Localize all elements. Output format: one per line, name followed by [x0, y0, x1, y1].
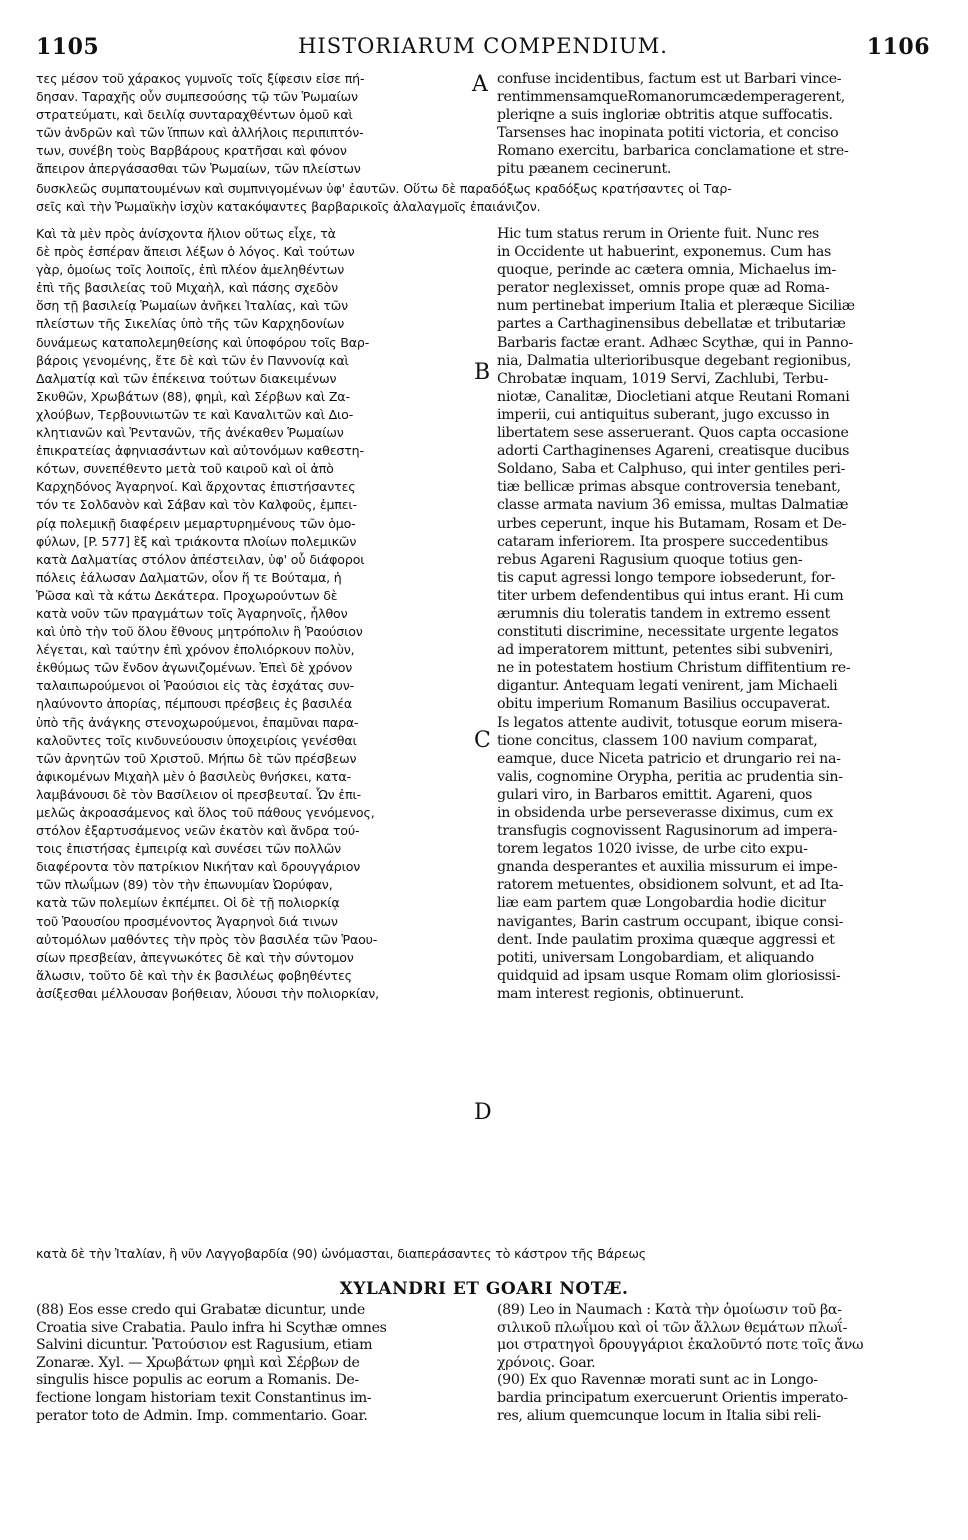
- notes-heading: XYLANDRI ET GOARI NOTÆ.: [339, 1279, 629, 1299]
- greek-column-block2: Καὶ τὰ μὲν πρὸς ἀνίσχοντα ἥλιον οὕτως εἶχε, τὰ δὲ πρὸς ἑσπέραν ἄπεισι λέξων ὁ λόγος. Καὶ τούτων γὰρ, ὁμοίως τοῖς λοιποῖς, ἐπὶ πλέον ἀμεληθέντων ἐπὶ τῆς βασιλείας τοῦ Μιχαὴλ, καὶ πάσης σχεδὸν ὅση τῇ βασιλείᾳ Ῥωμαίων ἀνῆκει Ἰταλίας, καὶ τῶν πλείστων τῆς Σικελίας ὑπὸ τῆς τῶν Καρχηδονίων δυνάμεως καταπολεμηθείσης καὶ ὑποφόρου τοῖς Βαρ- βάροις γενομένης, ἔτε δὲ καὶ τῶν ἐν Παννονίᾳ καὶ Δαλματίᾳ καὶ τῶν ἐπέκεινα τούτων διακειμένων Σκυθῶν, Χρωβάτων (88), φημὶ, καὶ Σέρβων καὶ Ζα- χλούβων, Τερβουνιωτῶν τε καὶ Καναλιτῶν καὶ Διο- κλητιανῶν καὶ Ῥεντανῶν, τῆς ἀνέκαθεν Ῥωμαίων ἐπικρατείας ἀφηνιασάντων καὶ αὐτονόμων καθεστη- κότων, συνεπέθεντο μετὰ τοῦ καιροῦ καὶ οἱ ἀπὸ Καρχηδόνος Ἀγαρηνοί. Καὶ ἄρχοντας ἐπιστήσαντες τόν τε Σολδανὸν καὶ Σάβαν καὶ τὸν Καλφοῦς, ἐμπει- ρίᾳ πολεμικῇ διαφέρειν μεμαρτυρημένους τῶν ὁμο- φύλων, [P. 577] ἓξ καὶ τριάκοντα πλοίων πολεμικῶν κατὰ Δαλματίας στόλον ἀπέστειλαν, ὑφ' οὗ διάφοροι πόλεις ἑάλωσαν Δαλματῶν, οἷον ἥ τε Βούταμα, ἡ Ῥῶσα καὶ τὰ κάτω Δεκάτερα. Προχωρούντων δὲ κατὰ νοῦν τῶν πραγμάτων τοῖς Ἀγαρηνοῖς, ἦλθον καὶ ὑπὸ τὴν τοῦ ὅλου ἔθνους μητρόπολιν ἣ Ῥαούσιον λέγεται, καὶ ταύτην ἐπὶ χρόνον ἐπολιόρκουν πολὺν, ἐκθύμως τῶν ἔνδον ἀγωνιζομένων. Ἐπεὶ δὲ χρόνον ταλαιπωρούμενοι οἱ Ῥαούσιοι εἰς τὰς ἐσχάτας συν- ηλαύνοντο ἀπορίας, πέμπουσι πρέσβεις ἐς βασιλέα ὑπὸ τῆς ἀνάγκης στενοχωρούμενοι, ἐπαμῦναι παρα- καλοῦντες τοῖς κινδυνεύουσιν ὑποχειρίοις γενέσθαι τῶν ἀρνητῶν τοῦ Χριστοῦ. Μήπω δὲ τῶν πρέσβεων ἀφικομένων Μιχαὴλ μὲν ὁ βασιλεὺς θνήσκει, κατα- λαμβάνουσι δὲ τὸν Βασίλειον οἱ πρεσβευταί. Ὧν ἐπι- μελῶς ἀκροασάμενος καὶ ὅλος τοῦ πάθους γενόμενος, στόλον ἐξαρτυσάμενος νεῶν ἑκατὸν καὶ ἄνδρα τού- τοις ἐπιστήσας ἐμπειρίᾳ καὶ συνέσει τῶν πολλῶν διαφέροντα τὸν πατρίκιον Νικήταν καὶ δρουγγάριον τῶν πλωΐμων (89) τὸν τὴν ἐπωνυμίαν Ὠορύφαν, κατὰ τῶν πολεμίων ἐκπέμπει. Οἱ δὲ τῇ πολιορκίᾳ τοῦ Ῥαουσίου προσμένοντος Ἀγαρηνοὶ διά τινων αὐτομόλων μαθόντες τὴν πρὸς τὸν βασιλέα τῶν Ῥαου- σίων πρεσβείαν, ἀπεγνωκότες δὲ καὶ τὴν σύντομον ἅλωσιν, τοῦτο δὲ καὶ τὴν ἐκ βασιλέως φοβηθέντες ἀσίξεσθαι μέλλουσαν βοήθειαν, λύουσι τὴν πολιορκίαν,: [36, 226, 380, 1001]
- page-number-right: 1106: [866, 34, 930, 60]
- margin-marker-a: A: [472, 72, 488, 97]
- latin-column-block2: Hic tum status rerum in Oriente fuit. Nunc res in Occidente ut habuerint, exponemus. Cum has quoque, perinde ac cætera omnia, Michaelus im- perator neglexisset, omnis prope quæ ad Roma- num pertinebat imperium Italia et pleræque Siciliæ partes a Carthaginensibus debellatæ et tributariæ Barbaris factæ erant. Adhæc Scythæ, qui in Panno- nia, Dalmatia ulterioribusque degebant regionibus, Chrobatæ inquam, 1019 Servi, Zachlubi, Terbu- niotæ, Canalitæ, Diocletiani atque Reutani Romani imperii, cui antiquitus suberant, jugo excusso in libertatem sese asseruerant. Quos capta occasione adorti Carthaginenses Agareni, creatisque ducibus Soldano, Saba et Calphuso, qui inter gentiles peri- tiæ bellicæ primas absque controversia tenebant, classe armata navium 36 emissa, multas Dalmatiæ urbes ceperunt, inque his Butamam, Rosam et De- cataram inferiorem. Ita prospere succedentibus rebus Agareni Ragusium quoque totius gen- tis caput agressi longo tempore iobsederunt, for- titer urbem defendentibus qui intus erant. Hi cum ærumnis diu toleratis tandem in extremo essent constituti discrimine, necessitate urgente legatos ad imperatorem mittunt, petentes sibi subveniri, ne in potestatem hostium Christum diffitentium re- digantur. Antequam legati venirent, jam Michaeli obitu imperium Romanum Basilius occupaverat. Is legatos attente audivit, totusque eorum misera- tione concitus, classem 100 navium comparat, eamque, duce Niceta patricio et drungario rei na- valis, cognomine Orypha, peritia ac prudentia sin- gulari viro, in Barbaros emittit. Agareni, quos in obsidenda urbe perseverasse diximus, cum ex transfugis cognovissent Ragusinorum ad impera- torem legatos 1020 ivisse, de urbe cito expu- gnanda desperantes et auxilia missurum ei impe- ratorem metuentes, obsidionem solvunt, et ad Ita- liæ eam partem quæ Longobardia hodie dicitur navigantes, Barin castrum occupant, ibique consi- dent. Inde paulatim proxima quæque aggressi et potiti, universam Longobardiam, et aliquando quidquid ad ipsam usque Romam olim gloriosissi- mam interest regionis, obtinuerunt.: [497, 226, 855, 1002]
- margin-marker-b: B: [474, 360, 491, 385]
- page-number-left: 1105: [36, 34, 100, 60]
- latin-column-block1: confuse incidentibus, factum est ut Barbari vince- rentimmensamqueRomanorumcædemperagerent, pleriqne a suis ingloriæ obtritis atque suffocatis. Tarsenses hac inopinata potiti victoria, et conciso Romano exercitu, barbarica conclamatione et stre- pitu pæanem cecinerunt.: [497, 71, 849, 178]
- note-right-column: (89) Leo in Naumach : Κατὰ τὴν ὁμοίωσιν τοῦ βα- σιλικοῦ πλωΐμου καὶ οἱ τῶν ἄλλων θεμάτων πλωΐ- μοι στρατηγοὶ δρουγγάριοι ἐκαλοῦντό ποτε τοῖς ἄνω χρόνοις. Goar. (90) Ex quo Ravennæ morati sunt ac in Longo- bardia principatum exercuerunt Orientis imperato- res, alium quemcunque locum in Italia sibi reli-: [497, 1302, 864, 1424]
- margin-marker-d: D: [474, 1100, 492, 1125]
- greek-full-width-block2: κατὰ δὲ τὴν Ἰταλίαν, ἣ νῦν Λαγγοβαρδία (90) ὠνόμασται, διαπεράσαντες τὸ κάστρον τῆς Βάρεως: [36, 1246, 647, 1261]
- note-left-column: (88) Eos esse credo qui Grabatæ dicuntur, unde Croatia sive Crabatia. Paulo infra hi Scythæ omnes Salvini dicuntur. Ῥατούσιον est Ragusium, etiam Zonaræ. Xyl. — Χρωβάτων φημὶ καὶ Σέρβων de singulis hisce populis ac eorum a Romanis. De- fectione longam historiam texit Constantinus im- perator toto de Admin. Imp. commentario. Goar.: [36, 1302, 387, 1424]
- margin-marker-c: C: [474, 728, 491, 753]
- greek-full-width-block1: δυσκλεῶς συμπατουμένων καὶ συμπνιγομένων ὑφ' ἑαυτῶν. Οὕτω δὲ παραδόξως κραδόξως κρατήσαντες οἱ Ταρ- σεῖς καὶ τὴν Ῥωμαϊκὴν ἰσχὺν κατακόψαντες βαρβαρικοῖς ἀλαλαγμοῖς ἐπαιάνιζον.: [36, 181, 732, 215]
- greek-column-block1: τες μέσον τοῦ χάρακος γυμνοῖς τοῖς ξίφεσιν εἰσε πή- δησαν. Ταραχῆς οὖν συμπεσούσης τῷ τῶν Ῥωμαίων στρατεύματι, καὶ δειλίᾳ συνταραχθέντων ὁμοῦ καὶ τῶν ἀνδρῶν καὶ τῶν ἵππων καὶ ἀλλήλοις περιπιπτόν- των, συνέβη τοὺς Βαρβάρους κρατῆσαι καὶ φόνον ἄπειρον ἀπεργάσασθαι τῶν Ῥωμαίων, τῶν πλείστων: [36, 71, 365, 177]
- running-title: HISTORIARUM COMPENDIUM.: [298, 34, 668, 58]
- running-header: [36, 34, 930, 64]
